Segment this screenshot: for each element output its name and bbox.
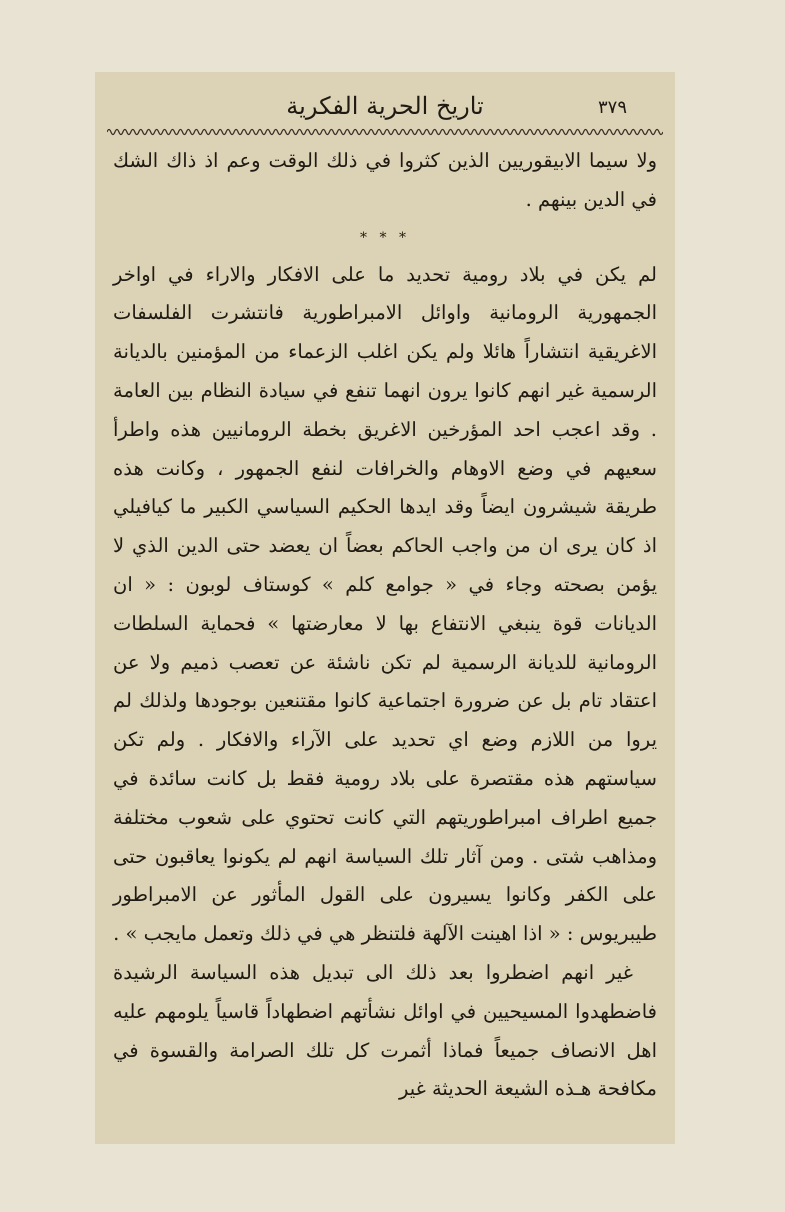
wavy-rule-graphic bbox=[107, 126, 663, 138]
paragraph-continuation: ولا سيما الابيقوريين الذين كثروا في ذلك الوقت وعم اذ ذاك الشك في الدين بينهم . bbox=[113, 149, 657, 211]
section-separator: * * * bbox=[360, 229, 410, 246]
page-number: ٣٧٩ bbox=[597, 97, 627, 118]
wavy-divider bbox=[107, 126, 663, 138]
paragraph-main: لم يكن في بلاد رومية تحديد ما على الافكار والاراء في اواخر الجمهورية الرومانية واوائل الامبراطورية فانتشرت الفلسفات الاغريقية انتشاراً هائلا ولم يكن اغلب الزعماء من المؤمنين بالديانة الرسمية غير انهم كانوا يرون انهما تنفع في سيادة النظام بين العامة . وقد اعجب احد المؤرخين الاغريق بخطة الرومانيين هذه واطرأ سعيهم في وضع الاوهام والخرافات لنفع الجمهور ، وكانت هذه طريقة شيشرون ايضاً وقد ايدها الحكيم السياسي الكبير ما كيافيلي اذ كان يرى ان من واجب الحاكم بعضاً ان يعضد حتى الدين الذي لا يؤمن بصحته وجاء في « جوامع كلم » كوستاف لوبون : « ان الديانات قوة ينبغي الانتفاع بها لا معارضتها » فحماية السلطات الرومانية للديانة الرسمية لم تكن ناشئة عن تعصب ذميم ولا عن اعتقاد تام بل عن ضرورة اجتماعية كانوا مقتنعين بوجودها ولذلك لم يروا من اللازم وضع اي تحديد على الآراء والافكار . ولم تكن سياستهم هذه مقتصرة على بلاد رومية فقط بل كانت سائدة في جميع اطراف امبراطوريتهم التي كانت تحتوي على شعوب مختلفة ومذاهب شتى . ومن آثار تلك السياسة انهم لم يكونوا يعاقبون حتى على الكفر وكانوا يسيرون على القول المأثور عن الامبراطور طيبريوس : « اذا اهينت الآلهة فلتنظر هي في ذلك وتعمل مايجب » . bbox=[113, 262, 657, 946]
paragraph-last: غير انهم اضطروا بعد ذلك الى تبديل هذه السياسة الرشيدة فاضطهدوا المسيحيين في اوائل نشأتهم اضطهاداً قاسياً يلومهم عليه اهل الانصاف جميعاً فماذا أثمرت كل تلك الصرامة والقسوة في مكافحة هـذه الشيعة الحديثة غير bbox=[113, 960, 657, 1101]
book-page bbox=[95, 72, 675, 1144]
running-title: تاريخ الحرية الفكرية bbox=[286, 92, 484, 120]
page-header bbox=[113, 72, 657, 126]
